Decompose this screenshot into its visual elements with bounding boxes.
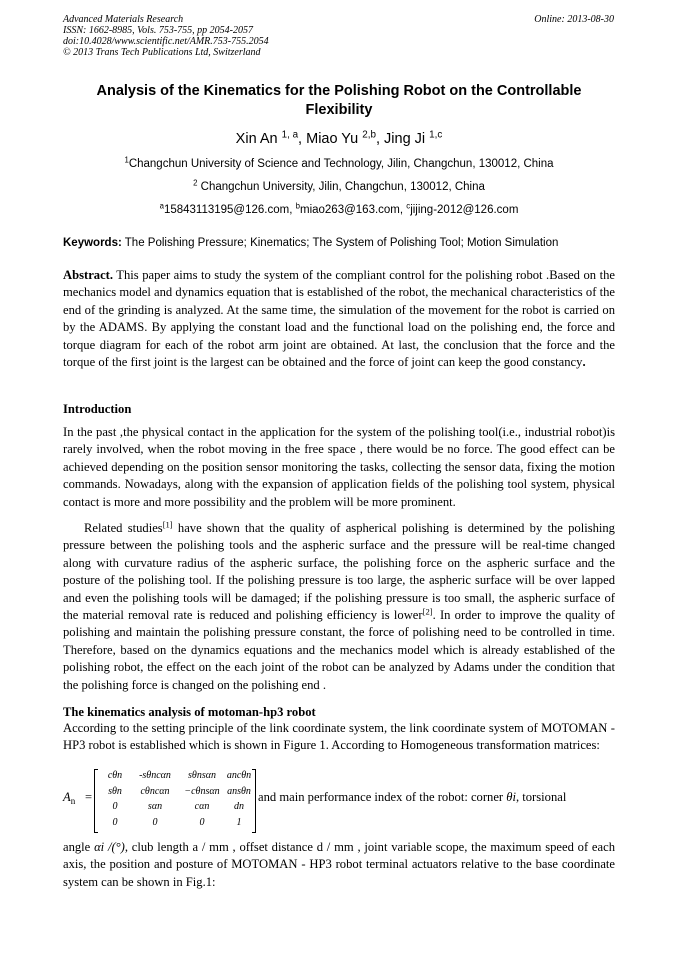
abstract-text: This paper aims to study the system of the compliant control for the polishing robot .Based on the mechanics model and dynamics equation that is established of the robot, the mechanical characteristics of the end of the grinding is analyzed. At the same time, the simulation of the movement for the robot is carried on by the ADAMS. By applying the constant load and the functional load on the polishing end, the force and torque diagram for each of the robot arm joint are obtained. At last, the conclusion that the force and the torque of the first joint is the largest can be obtained and the force of joint can keep the good constancy xyxy=(63,268,615,370)
matrix-cell: −cθnsαn xyxy=(184,785,220,797)
author-affiliation-mark: 1, a xyxy=(281,129,299,141)
para-text: / mm , joint variable scope, the maximum speed of each axis, the position and posture of MOTOMAN - HP3 robot terminal actuators relative to the base coordinate system can be shown in Fig.1: xyxy=(63,840,615,889)
affiliation-text: Changchun University of Science and Technology, Jilin, Changchun, 130012, China xyxy=(128,158,554,170)
matrix-cell: 0 xyxy=(199,816,205,828)
doi-line: doi:10.4028/www.scientific.net/AMR.753-755.2054 xyxy=(63,36,269,47)
intro-text: Related studies xyxy=(84,521,163,535)
intro-paragraph-1: In the past ,the physical contact in the application for the system of the polishing tool(i.e., industrial robot)is rarely involved, when the robot moving in the free space , there would be no force. The good effect can be achieved depending on the position sensor monitoring the tasks, collecting the sensor data, fixing the motion commands. Nowadays, along with the expansion of application fields of the polishing tool system, physical contact is more and more possibility and the problem will be more prominent. xyxy=(63,425,615,509)
keywords xyxy=(63,236,615,250)
matrix-cell: 0 xyxy=(112,816,118,828)
matrix-label xyxy=(63,790,75,806)
author-list: Xin An $^{1, a}$, Miao Yu $^{2,b}$, Jing Ji $^{1,c}$ xyxy=(235,129,443,147)
matrix-cell: dn xyxy=(234,801,244,812)
email-line: $^a$15843113195@126.com, $^b$miao263@163.com, $^c$jijing-2012@126.com xyxy=(159,201,519,216)
trailing-text: and main performance index of the robot: corner xyxy=(258,790,507,804)
email-link[interactable]: miao263@163.com xyxy=(299,204,400,216)
affiliation-2 xyxy=(63,180,615,194)
keywords-label: Keywords: xyxy=(63,237,122,249)
email-link[interactable]: jijing-2012@126.com xyxy=(410,204,519,216)
email-mark: b xyxy=(295,201,300,211)
alpha-symbol: αi /(°) xyxy=(94,840,125,854)
matrix-subscript: n xyxy=(70,796,76,806)
issn-line: ISSN: 1662-8985, Vols. 753-755, pp 2054-2057 xyxy=(63,25,253,36)
journal-header xyxy=(63,14,614,58)
abstract-label: Abstract. xyxy=(63,268,114,282)
author-name: Xin An xyxy=(235,131,278,147)
matrix-cell: cαn xyxy=(194,801,210,812)
affiliation-mark: 1 xyxy=(124,155,129,165)
para-text: angle xyxy=(63,840,95,854)
matrix-symbol: A xyxy=(63,790,71,804)
matrix-cell: -sθncαn xyxy=(139,770,171,781)
author-name: Jing Ji xyxy=(384,131,426,147)
matrix-brackets xyxy=(94,769,256,833)
author-name: Miao Yu xyxy=(306,131,359,147)
matrix-cell: ansθn xyxy=(227,785,251,797)
matrix-cell: sαn xyxy=(147,801,163,812)
section-heading-kinematics: The kinematics analysis of motoman-hp3 robot xyxy=(63,705,316,719)
author-affiliation-mark: 2,b xyxy=(362,129,376,141)
copyright-line: © 2013 Trans Tech Publications Ltd, Switzerland xyxy=(63,47,261,58)
online-date: Online: 2013-08-30 xyxy=(534,14,614,25)
matrix-grid xyxy=(99,770,253,832)
citation-ref: [2] xyxy=(422,606,433,617)
email-link[interactable]: 15843113195@126.com xyxy=(163,204,290,216)
paper-title: Analysis of the Kinematics for the Polishing Robot on the Controllable Flexibility xyxy=(96,83,582,118)
citation-ref: [1] xyxy=(162,519,173,530)
matrix-cell: 0 xyxy=(152,816,158,828)
intro-text: . In order to improve the quality of polishing and maintain the polishing pressure constant, the force of polishing need to be controlled in time. Therefore, based on the dynamics equations and the mechanics model which is already established of the polishing robot, the effect on the each joint of the robot can be analyzed by Adams under the condition that the polishing force is changed on the polishing end . xyxy=(63,608,616,692)
author-affiliation-mark: 1,c xyxy=(429,129,443,141)
matrix-cell: 0 xyxy=(112,801,118,812)
journal-name: Advanced Materials Research xyxy=(63,14,184,25)
matrix-cell: sθn xyxy=(108,785,122,797)
intro-paragraph-2 xyxy=(63,520,615,694)
keywords-text: The Polishing Pressure; Kinematics; The System of Polishing Tool; Motion Simulation xyxy=(121,237,559,249)
trailing-text: , torsional xyxy=(515,790,567,804)
kinematics-paragraph-2 xyxy=(63,839,615,891)
email-mark: a xyxy=(159,201,164,211)
intro-text: have shown that the quality of aspherical polishing is determined by the polishing pressure between the polishing tools and the aspheric surface and the pressure will be real-time changed along with curvature radius of the aspheric surface, the polishing force on the aspheric surface and the posture of the polishing tool. If the polishing pressure is too large, the aspheric surface will be over lapped and even the polishing tools will be damaged; if the polishing pressure is too small, the aspheric surface of the material removal rate is reduced and polishing efficiency is lower xyxy=(63,521,615,623)
matrix-cell: sθnsαn xyxy=(188,770,216,781)
transformation-matrix-row xyxy=(63,769,615,833)
kinematics-paragraph-1: According to the setting principle of the link coordinate system, the link coordinate system of MOTOMAN - HP3 robot is established which is shown in Figure 1. According to Homogeneous transformation matrices: xyxy=(63,721,615,753)
matrix-cell: cθn xyxy=(107,770,123,781)
para-text: / mm , offset distance d xyxy=(198,840,324,854)
affiliation-text: Changchun University, Jilin, Changchun, 130012, China xyxy=(197,181,485,193)
theta-symbol: θi xyxy=(506,790,516,804)
matrix-cell: ancθn xyxy=(226,770,252,781)
matrix-cell: cθncαn xyxy=(140,785,170,797)
abstract xyxy=(63,267,615,371)
affiliation-1 xyxy=(63,157,615,171)
equals-sign: = xyxy=(85,790,93,804)
email-mark: c xyxy=(406,201,411,211)
abstract-end: . xyxy=(582,355,586,370)
matrix-trailing-text xyxy=(258,790,615,805)
affiliation-mark: 2 xyxy=(193,178,198,188)
matrix-cell: 1 xyxy=(236,816,242,828)
section-heading-introduction: Introduction xyxy=(63,402,132,416)
para-text: , club length a xyxy=(124,840,199,854)
